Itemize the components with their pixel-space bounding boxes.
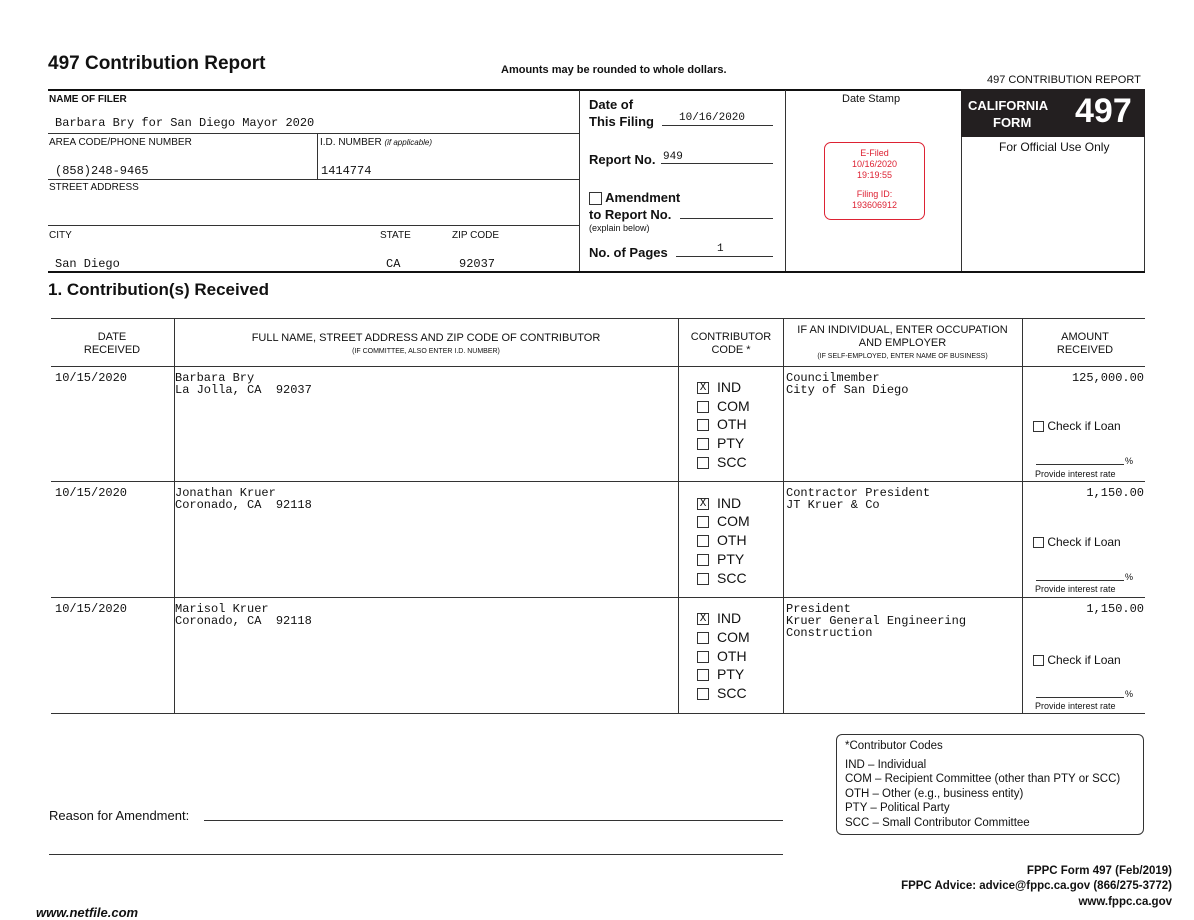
divider-filer bbox=[579, 90, 580, 271]
official-use-label: For Official Use Only bbox=[999, 140, 1110, 154]
zip-value: 92037 bbox=[459, 257, 496, 271]
row-1-com-checkbox[interactable] bbox=[697, 401, 709, 413]
col-divider-3 bbox=[783, 318, 784, 713]
code-label: OTH bbox=[717, 416, 747, 432]
stamp-filing-id-label: Filing ID: bbox=[856, 189, 893, 199]
legend-item: PTY – Political Party bbox=[845, 802, 950, 814]
date-label-1: Date of bbox=[589, 97, 634, 112]
row-2-rate-label: Provide interest rate bbox=[1035, 584, 1116, 594]
form-name-label: 497 CONTRIBUTION REPORT bbox=[987, 74, 1141, 86]
pages-underline bbox=[676, 256, 773, 257]
id-label bbox=[320, 137, 432, 148]
city-label: CITY bbox=[49, 230, 72, 241]
header-occupation-note: (IF SELF-EMPLOYED, ENTER NAME OF BUSINESS) bbox=[817, 353, 988, 360]
row-2-code-pty[interactable] bbox=[697, 550, 744, 568]
date-label-2: This Filing bbox=[589, 114, 654, 129]
row-rule-2 bbox=[48, 179, 579, 180]
code-label: PTY bbox=[717, 666, 745, 682]
code-label: OTH bbox=[717, 532, 747, 548]
row-3-loan-checkbox[interactable] bbox=[1033, 655, 1044, 666]
to-report-label: to Report No. bbox=[589, 207, 672, 222]
row-3-code-oth[interactable] bbox=[697, 647, 747, 665]
code-label: IND bbox=[717, 495, 742, 511]
footer-advice: FPPC Advice: advice@fppc.ca.gov (866/275-3772) bbox=[901, 880, 1172, 892]
row-2-loan-checkbox[interactable] bbox=[1033, 537, 1044, 548]
row-1-rate-label: Provide interest rate bbox=[1035, 469, 1116, 479]
row-1-pty-checkbox[interactable] bbox=[697, 438, 709, 450]
code-label: COM bbox=[717, 513, 750, 529]
report-no-underline bbox=[661, 163, 773, 164]
loan-label: Check if Loan bbox=[1047, 653, 1121, 667]
amendment-checkbox[interactable] bbox=[589, 192, 602, 205]
row-3-oth-checkbox[interactable] bbox=[697, 651, 709, 663]
phone-value: (858)248-9465 bbox=[55, 164, 149, 178]
form-badge-california: CALIFORNIA bbox=[968, 98, 1049, 113]
form-badge-number: 497 bbox=[1075, 92, 1132, 130]
row-1-code-com[interactable] bbox=[697, 397, 750, 415]
row-2-code-scc[interactable] bbox=[697, 569, 747, 587]
row-2-scc-checkbox[interactable] bbox=[697, 573, 709, 585]
row-3-rate-line[interactable] bbox=[1036, 697, 1124, 698]
section-title: 1. Contribution(s) Received bbox=[48, 280, 270, 299]
report-no-label: Report No. bbox=[589, 152, 656, 167]
amendment-row bbox=[589, 190, 680, 205]
page-title: 497 Contribution Report bbox=[48, 53, 266, 74]
row-3-date: 10/15/2020 bbox=[55, 602, 128, 616]
to-report-underline bbox=[680, 218, 773, 219]
row-2-name: Jonathan Kruer bbox=[175, 486, 276, 500]
row-3-name: Marisol Kruer bbox=[175, 602, 269, 616]
table-top-rule bbox=[51, 318, 1145, 319]
row-1-code-oth[interactable] bbox=[697, 415, 747, 433]
row-2-code-com[interactable] bbox=[697, 512, 750, 530]
header-name-text: FULL NAME, STREET ADDRESS AND ZIP CODE OF CONTRIBUTOR bbox=[251, 332, 601, 344]
row-3-loan[interactable] bbox=[1033, 653, 1121, 667]
row-1-code-pty[interactable] bbox=[697, 434, 744, 452]
row-2-amount: 1,150.00 bbox=[1086, 486, 1144, 500]
state-value: CA bbox=[386, 257, 401, 271]
row-1-scc-checkbox[interactable] bbox=[697, 457, 709, 469]
row-1-address: La Jolla, CA 92037 bbox=[175, 383, 312, 397]
legend-item: OTH – Other (e.g., business entity) bbox=[845, 787, 1024, 800]
row-3-code-ind[interactable] bbox=[697, 609, 741, 627]
amendment-reason-line-1[interactable] bbox=[204, 820, 783, 821]
amendment-reason-label: Reason for Amendment: bbox=[49, 808, 190, 823]
stamp-date: 10/16/2020 bbox=[851, 159, 898, 169]
col-divider-2 bbox=[678, 318, 679, 713]
report-no: 949 bbox=[663, 151, 683, 163]
contributor-codes-legend bbox=[836, 734, 1144, 835]
header-name-note: (IF COMMITTEE, ALSO ENTER I.D. NUMBER) bbox=[352, 348, 500, 355]
row-1-loan-checkbox[interactable] bbox=[1033, 421, 1044, 432]
pages-value: 1 bbox=[717, 243, 724, 255]
row-2-com-checkbox[interactable] bbox=[697, 516, 709, 528]
row-3-amount: 1,150.00 bbox=[1086, 602, 1144, 616]
divider-right bbox=[1144, 136, 1145, 271]
state-label: STATE bbox=[380, 230, 411, 241]
row-2-employer: JT Kruer & Co bbox=[786, 498, 880, 512]
row-3-rate-label: Provide interest rate bbox=[1035, 701, 1116, 711]
row-2-occupation: Contractor President bbox=[786, 486, 931, 500]
code-label: SCC bbox=[717, 570, 747, 586]
code-label: COM bbox=[717, 629, 750, 645]
row-1-code-scc[interactable] bbox=[697, 453, 747, 471]
filer-name-label: NAME OF FILER bbox=[49, 94, 127, 105]
footer-netfile: www.netfile.com bbox=[36, 905, 139, 920]
explain-note: (explain below) bbox=[589, 223, 650, 233]
table-row-rule-1 bbox=[51, 481, 1145, 482]
row-rule-1 bbox=[48, 133, 579, 134]
legend-title: *Contributor Codes bbox=[845, 740, 943, 752]
code-label: SCC bbox=[717, 454, 747, 470]
filing-date: 10/16/2020 bbox=[679, 112, 746, 124]
row-2-code-ind[interactable] bbox=[697, 494, 741, 512]
form-badge bbox=[961, 89, 1145, 137]
row-3-ind-checkbox[interactable]: X bbox=[697, 613, 709, 625]
row-rule-3 bbox=[48, 225, 579, 226]
table-bottom-rule bbox=[51, 713, 1145, 714]
row-1-employer: City of San Diego bbox=[786, 383, 909, 397]
pages-label: No. of Pages bbox=[589, 245, 668, 260]
header-date: DATE RECEIVED bbox=[83, 331, 141, 356]
top-thick-rule bbox=[48, 89, 961, 91]
row-1-oth-checkbox[interactable] bbox=[697, 419, 709, 431]
row-1-ind-checkbox[interactable]: X bbox=[697, 382, 709, 394]
date-underline bbox=[662, 125, 773, 126]
header-occupation-text: IF AN INDIVIDUAL, ENTER OCCUPATION AND EMPLOYER bbox=[797, 324, 1008, 349]
row-1-name: Barbara Bry bbox=[175, 371, 255, 385]
legend-item: SCC – Small Contributor Committee bbox=[845, 816, 1030, 829]
row-2-code-oth[interactable] bbox=[697, 531, 747, 549]
form-badge-form: FORM bbox=[993, 115, 1032, 130]
row-3-code-com[interactable] bbox=[697, 628, 750, 646]
row-2-pty-checkbox[interactable] bbox=[697, 554, 709, 566]
legend-item: COM – Recipient Committee (other than PTY or SCC) bbox=[845, 773, 1121, 785]
code-label: OTH bbox=[717, 648, 747, 664]
city-value: San Diego bbox=[55, 257, 120, 271]
row-2-date: 10/15/2020 bbox=[55, 486, 128, 500]
stamp-time: 19:19:55 bbox=[856, 170, 893, 180]
row-3-employer: Kruer General Engineering bbox=[786, 614, 967, 628]
row-3-address: Coronado, CA 92118 bbox=[175, 614, 312, 628]
stamp-efiled: E-Filed bbox=[860, 148, 889, 158]
row-2-percent: % bbox=[1125, 572, 1134, 582]
filer-name: Barbara Bry for San Diego Mayor 2020 bbox=[55, 116, 315, 130]
table-header-rule bbox=[51, 366, 1145, 367]
phone-label: AREA CODE/PHONE NUMBER bbox=[49, 137, 192, 148]
divider-stamp bbox=[785, 90, 786, 271]
efile-stamp bbox=[824, 142, 925, 220]
row-3-occupation: President bbox=[786, 602, 851, 616]
row-2-loan[interactable] bbox=[1033, 535, 1121, 549]
row-3-employer-2: Construction bbox=[786, 626, 873, 640]
code-label: PTY bbox=[717, 435, 745, 451]
zip-label: ZIP CODE bbox=[452, 230, 500, 241]
code-label: IND bbox=[717, 610, 742, 626]
row-3-pty-checkbox[interactable] bbox=[697, 669, 709, 681]
header-code: CONTRIBUTOR CODE * bbox=[690, 331, 772, 356]
street-label: STREET ADDRESS bbox=[49, 182, 139, 193]
id-label-note: (if applicable) bbox=[384, 138, 433, 147]
header-amount: AMOUNT RECEIVED bbox=[1056, 331, 1114, 356]
row-3-code-pty[interactable] bbox=[697, 665, 744, 683]
code-label: IND bbox=[717, 379, 742, 395]
row-1-date: 10/15/2020 bbox=[55, 371, 128, 385]
footer-website: www.fppc.ca.gov bbox=[1078, 896, 1172, 908]
row-1-code-ind[interactable] bbox=[697, 378, 741, 396]
row-3-scc-checkbox[interactable] bbox=[697, 688, 709, 700]
row-2-address: Coronado, CA 92118 bbox=[175, 498, 312, 512]
loan-label: Check if Loan bbox=[1047, 535, 1121, 549]
row-1-occupation: Councilmember bbox=[786, 371, 880, 385]
amendment-label: Amendment bbox=[605, 190, 681, 205]
date-stamp-label: Date Stamp bbox=[842, 93, 901, 105]
col-divider-4 bbox=[1022, 318, 1023, 713]
stamp-filing-id: 193606912 bbox=[851, 200, 898, 210]
header-occupation bbox=[790, 324, 1015, 363]
row-3-percent: % bbox=[1125, 689, 1134, 699]
row-3-com-checkbox[interactable] bbox=[697, 632, 709, 644]
header-name bbox=[174, 332, 678, 358]
id-value: 1414774 bbox=[321, 164, 372, 178]
row-3-code-scc[interactable] bbox=[697, 684, 747, 702]
divider-id bbox=[317, 134, 318, 179]
code-label: PTY bbox=[717, 551, 745, 567]
code-label: SCC bbox=[717, 685, 747, 701]
row-1-percent: % bbox=[1125, 456, 1134, 466]
row-1-loan[interactable] bbox=[1033, 419, 1121, 433]
box-bottom-rule bbox=[48, 271, 1145, 273]
legend-item: IND – Individual bbox=[845, 758, 927, 771]
loan-label: Check if Loan bbox=[1047, 419, 1121, 433]
rounding-note: Amounts may be rounded to whole dollars. bbox=[501, 64, 727, 76]
row-2-rate-line[interactable] bbox=[1036, 580, 1124, 581]
row-1-rate-line[interactable] bbox=[1036, 464, 1124, 465]
footer-form-version: FPPC Form 497 (Feb/2019) bbox=[1026, 865, 1172, 877]
row-1-amount: 125,000.00 bbox=[1071, 371, 1144, 385]
row-2-ind-checkbox[interactable]: X bbox=[697, 498, 709, 510]
code-label: COM bbox=[717, 398, 750, 414]
id-label-text: I.D. NUMBER bbox=[320, 137, 382, 148]
table-row-rule-2 bbox=[51, 597, 1145, 598]
amendment-reason-line-2[interactable] bbox=[49, 854, 783, 855]
row-2-oth-checkbox[interactable] bbox=[697, 535, 709, 547]
